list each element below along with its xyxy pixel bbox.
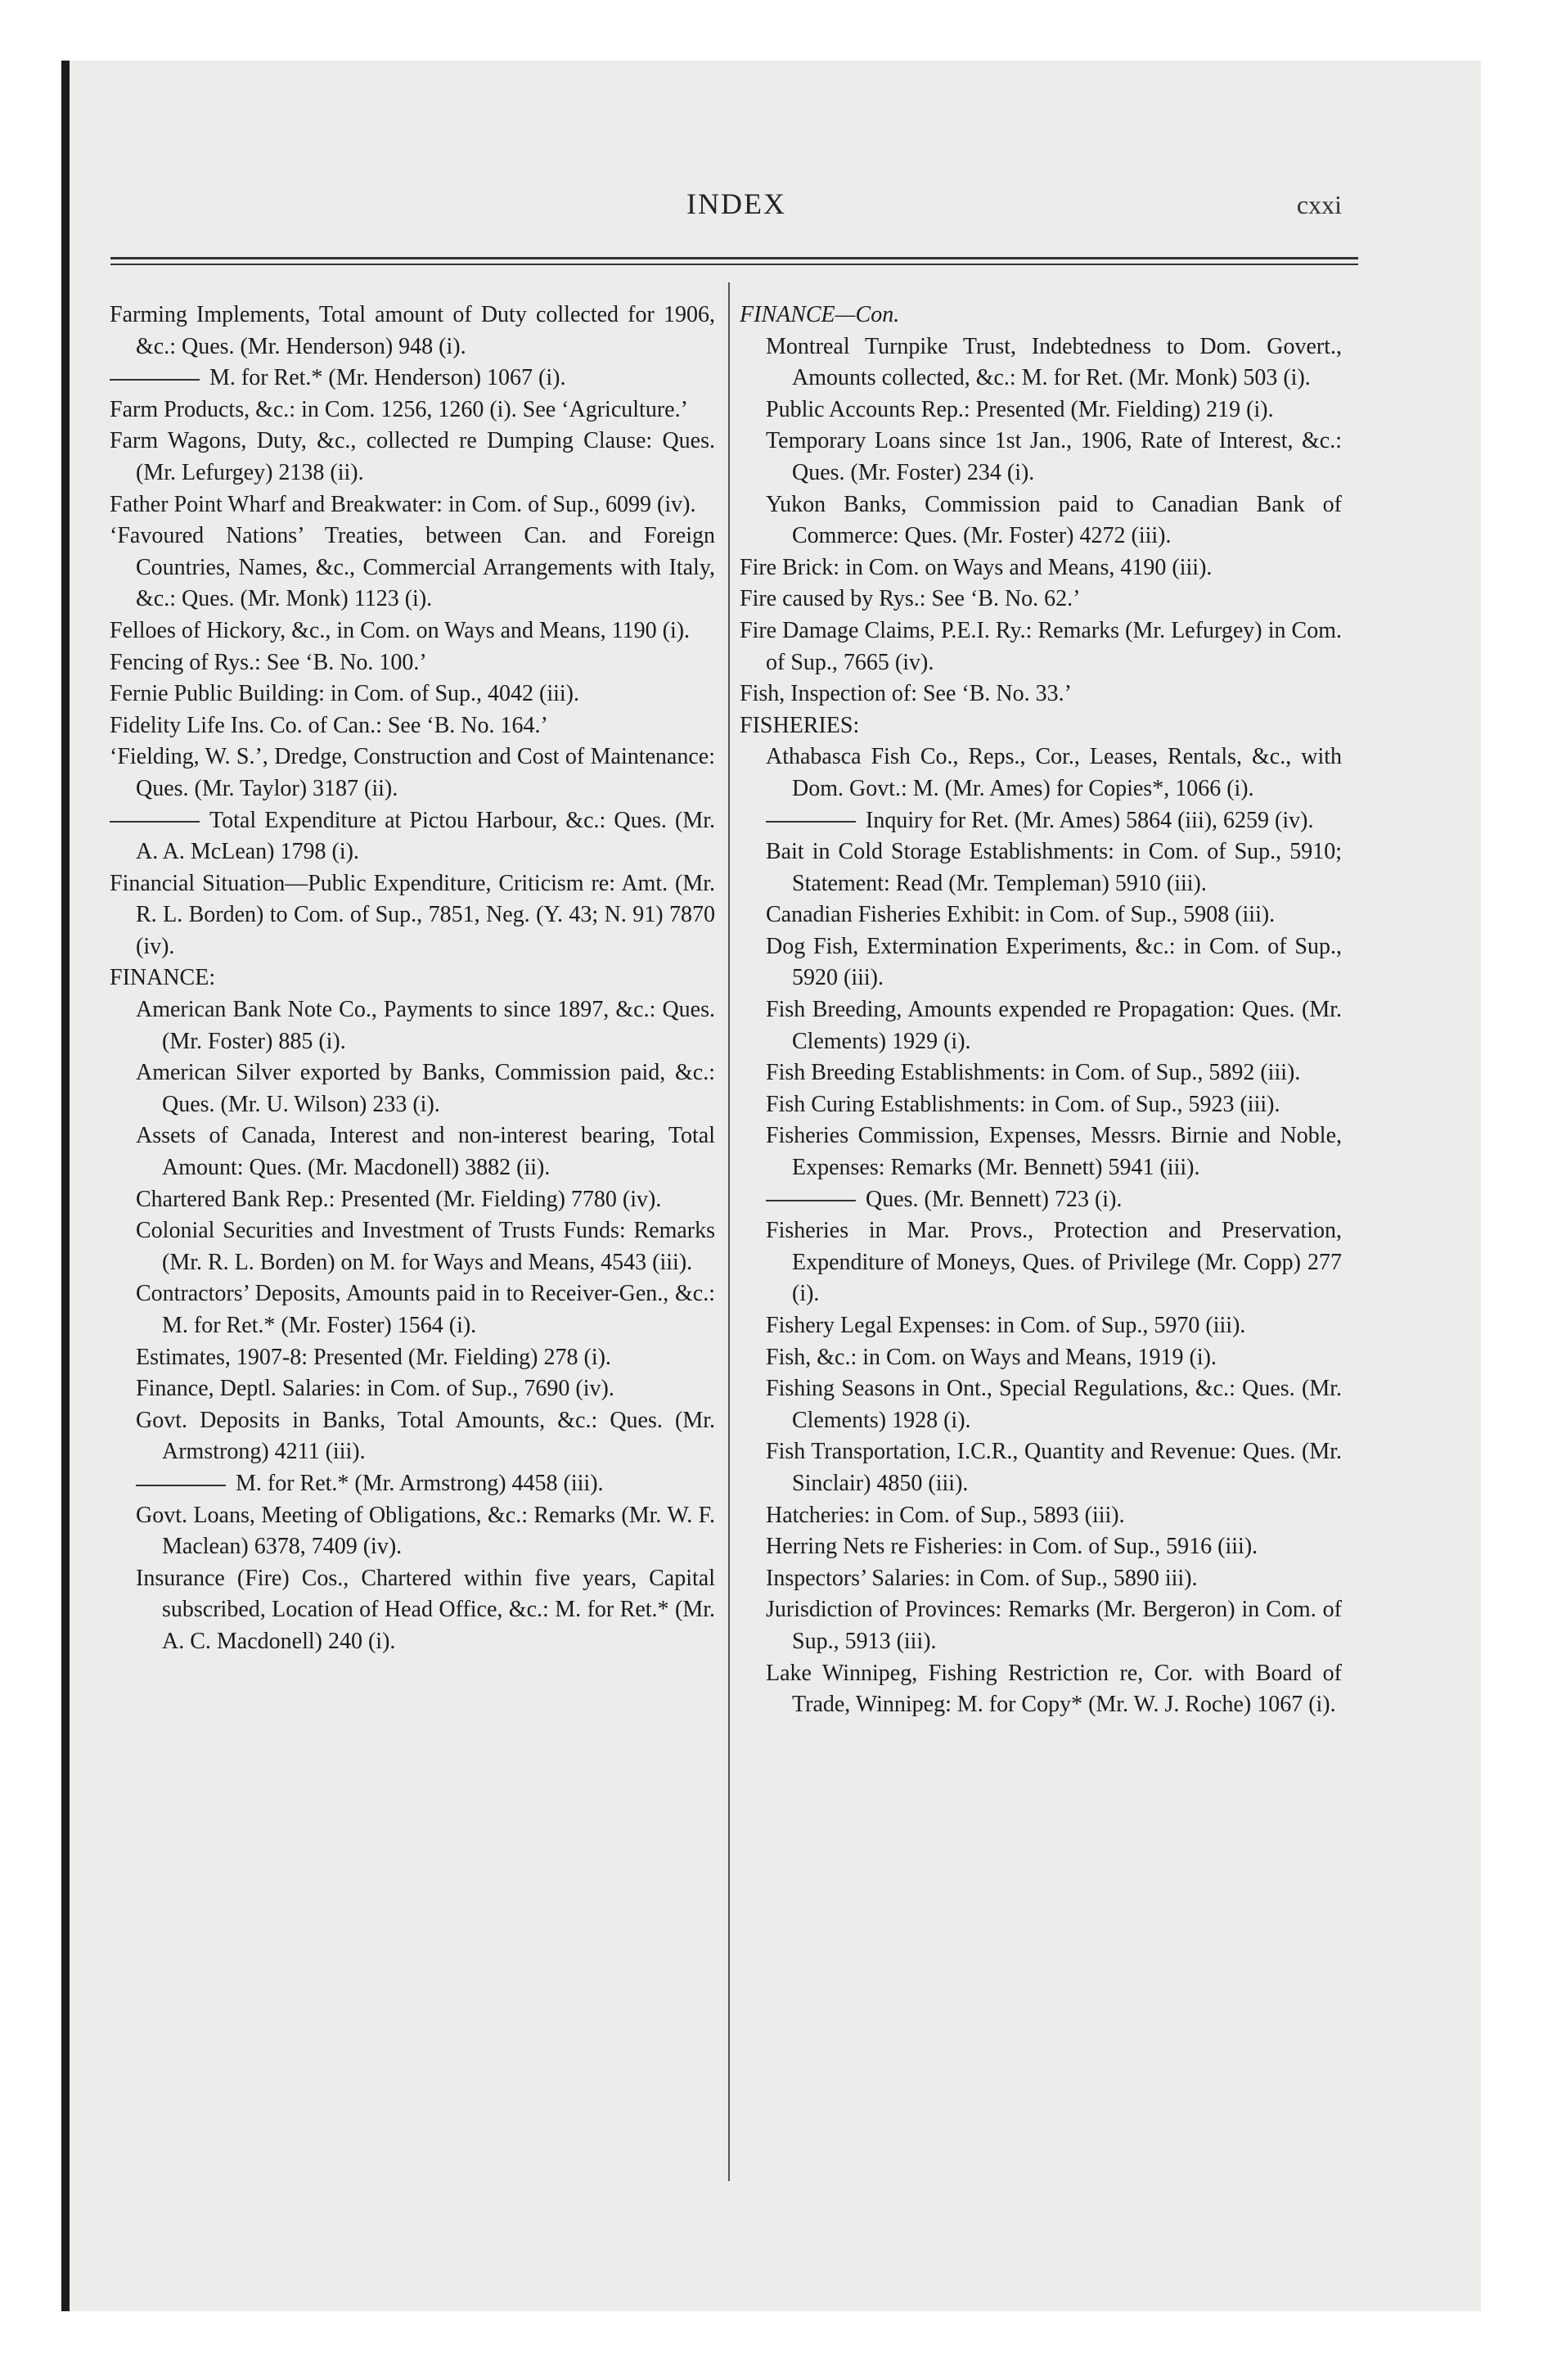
index-entry: Fish, &c.: in Com. on Ways and Means, 1919 (i). <box>766 1344 1217 1370</box>
index-entry: Athabasca Fish Co., Reps., Cor., Leases, Rentals, &c., with Dom. Govt.: M. (Mr. Ames) for Copies*, 1066 (i). <box>766 744 1342 801</box>
index-entry: Fire caused by Rys.: See ‘B. No. 62.’ <box>740 586 1081 612</box>
entry-text: M. for Ret.* (Mr. Henderson) 1067 (i). <box>209 365 566 391</box>
index-entry-continuation <box>740 805 1342 837</box>
index-entry: Farming Implements, Total amount of Duty collected for 1906, &c.: Ques. (Mr. Henderson) 948 (i). <box>110 302 715 359</box>
index-entry: Lake Winnipeg, Fishing Restriction re, Cor. with Board of Trade, Winnipeg: M. for Copy* (Mr. W. J. Roche) 1067 (i). <box>766 1660 1342 1718</box>
index-entry-continuation <box>110 363 715 394</box>
page-number: cxxi <box>1296 190 1342 219</box>
section-heading: FINANCE—Con. <box>740 302 900 327</box>
index-entry: Fencing of Rys.: See ‘B. No. 100.’ <box>110 649 427 675</box>
entry-text: Ques. (Mr. Bennett) 723 (i). <box>866 1186 1123 1212</box>
index-entry: Herring Nets re Fisheries: in Com. of Sup., 5916 (iii). <box>766 1534 1258 1560</box>
entry-text: Total Expenditure at Pictou Harbour, &c.: Ques. (Mr. A. A. McLean) 1798 (i). <box>136 807 715 865</box>
page-header <box>98 187 1375 236</box>
index-entry: Fisheries Commission, Expenses, Messrs. Birnie and Noble, Expenses: Remarks (Mr. Bennett) 5941 (iii). <box>766 1123 1342 1181</box>
index-entry: Temporary Loans since 1st Jan., 1906, Rate of Interest, &c.: Ques. (Mr. Foster) 234 (i). <box>766 428 1342 485</box>
index-entry: ‘Favoured Nations’ Treaties, between Can. and Foreign Countries, Names, &c., Commercial Arrangements with Italy, &c.: Ques. (Mr. Monk) 1123 (i). <box>110 523 715 612</box>
index-entry: Chartered Bank Rep.: Presented (Mr. Fielding) 7780 (iv). <box>136 1186 662 1212</box>
ditto-rule <box>110 379 200 381</box>
index-entry: Insurance (Fire) Cos., Chartered within five years, Capital subscribed, Location of Head Office, &c.: M. for Ret.* (Mr. A. C. Macdonell) 240 (i). <box>136 1565 715 1654</box>
index-entry: Fish Transportation, I.C.R., Quantity and Revenue: Ques. (Mr. Sinclair) 4850 (iii). <box>766 1439 1342 1496</box>
index-entry: Public Accounts Rep.: Presented (Mr. Fielding) 219 (i). <box>766 396 1274 422</box>
index-entry-continuation <box>110 805 715 868</box>
ditto-rule <box>110 821 200 823</box>
ditto-rule <box>766 821 856 823</box>
index-entry: Colonial Securities and Investment of Trusts Funds: Remarks (Mr. R. L. Borden) on M. for Ways and Means, 4543 (iii). <box>136 1218 715 1275</box>
index-entry: Montreal Turnpike Trust, Indebtedness to Dom. Govert., Amounts collected, &c.: M. for Ret. (Mr. Monk) 503 (i). <box>766 333 1342 391</box>
index-entry: Fish, Inspection of: See ‘B. No. 33.’ <box>740 681 1072 707</box>
section-heading: FINANCE: <box>110 965 216 991</box>
index-entry: Canadian Fisheries Exhibit: in Com. of Sup., 5908 (iii). <box>766 902 1276 928</box>
index-entry: ‘Fielding, W. S.’, Dredge, Construction and Cost of Maintenance: Ques. (Mr. Taylor) 3187 (ii). <box>110 744 715 801</box>
index-entry: American Bank Note Co., Payments to since 1897, &c.: Ques. (Mr. Foster) 885 (i). <box>136 997 715 1054</box>
index-entry: Finance, Deptl. Salaries: in Com. of Sup., 7690 (iv). <box>136 1376 614 1402</box>
index-entry: Fish Breeding Establishments: in Com. of Sup., 5892 (iii). <box>766 1060 1301 1086</box>
index-entry: Farm Wagons, Duty, &c., collected re Dumping Clause: Ques. (Mr. Lefurgey) 2138 (ii). <box>110 428 715 485</box>
index-entry: Fishery Legal Expenses: in Com. of Sup., 5970 (iii). <box>766 1313 1246 1338</box>
index-entry: Fernie Public Building: in Com. of Sup., 4042 (iii). <box>110 681 579 707</box>
page-binding-edge <box>61 61 70 2311</box>
header-rule <box>110 257 1358 259</box>
index-entry: Hatcheries: in Com. of Sup., 5893 (iii). <box>766 1502 1125 1528</box>
index-entry: Fisheries in Mar. Provs., Protection and Preservation, Expenditure of Moneys, Ques. of Privilege (Mr. Copp) 277 (i). <box>766 1218 1342 1307</box>
section-heading: FISHERIES: <box>740 712 860 738</box>
ditto-rule <box>766 1200 856 1201</box>
ditto-rule <box>136 1485 226 1486</box>
index-entry: Farm Products, &c.: in Com. 1256, 1260 (i). See ‘Agriculture.’ <box>110 396 688 422</box>
index-entry-continuation <box>110 1468 715 1500</box>
column-divider <box>728 282 730 2181</box>
index-entry: Father Point Wharf and Breakwater: in Com. of Sup., 6099 (iv). <box>110 491 696 517</box>
index-entry: American Silver exported by Banks, Commission paid, &c.: Ques. (Mr. U. Wilson) 233 (i). <box>136 1060 715 1117</box>
index-entry: Bait in Cold Storage Establishments: in Com. of Sup., 5910; Statement: Read (Mr. Templeman) 5910 (iii). <box>766 839 1342 896</box>
index-entry: Yukon Banks, Commission paid to Canadian Bank of Commerce: Ques. (Mr. Foster) 4272 (iii). <box>766 491 1342 549</box>
index-entry: Financial Situation—Public Expenditure, Criticism re: Amt. (Mr. R. L. Borden) to Com. of Sup., 7851, Neg. (Y. 43; N. 91) 7870 (iv). <box>110 870 715 959</box>
header-rule-secondary <box>110 264 1358 265</box>
index-entry: Assets of Canada, Interest and non-interest bearing, Total Amount: Ques. (Mr. Macdonell) 3882 (ii). <box>136 1123 715 1181</box>
index-entry: Dog Fish, Extermination Experiments, &c.: in Com. of Sup., 5920 (iii). <box>766 933 1342 991</box>
index-entry: Jurisdiction of Provinces: Remarks (Mr. Bergeron) in Com. of Sup., 5913 (iii). <box>766 1597 1342 1654</box>
index-entry: Fish Breeding, Amounts expended re Propagation: Ques. (Mr. Clements) 1929 (i). <box>766 997 1342 1054</box>
index-entry: Govt. Deposits in Banks, Total Amounts, &c.: Ques. (Mr. Armstrong) 4211 (iii). <box>136 1407 715 1465</box>
index-column-left <box>110 300 715 1658</box>
index-entry: Fidelity Life Ins. Co. of Can.: See ‘B. No. 164.’ <box>110 712 548 738</box>
index-entry: Fire Damage Claims, P.E.I. Ry.: Remarks (Mr. Lefurgey) in Com. of Sup., 7665 (iv). <box>740 617 1342 675</box>
entry-text: Inquiry for Ret. (Mr. Ames) 5864 (iii), 6259 (iv). <box>866 807 1314 833</box>
index-entry: Fishing Seasons in Ont., Special Regulations, &c.: Ques. (Mr. Clements) 1928 (i). <box>766 1376 1342 1433</box>
index-entry: Contractors’ Deposits, Amounts paid in to Receiver-Gen., &c.: M. for Ret.* (Mr. Foster) 1564 (i). <box>136 1281 715 1338</box>
index-column-right <box>740 300 1342 1721</box>
index-entry: Fish Curing Establishments: in Com. of Sup., 5923 (iii). <box>766 1091 1280 1117</box>
page-title: INDEX <box>686 187 786 220</box>
entry-text: M. for Ret.* (Mr. Armstrong) 4458 (iii). <box>236 1470 604 1496</box>
index-entry: Govt. Loans, Meeting of Obligations, &c.: Remarks (Mr. W. F. Maclean) 6378, 7409 (iv). <box>136 1502 715 1560</box>
index-entry: Estimates, 1907-8: Presented (Mr. Fielding) 278 (i). <box>136 1344 611 1370</box>
index-entry: Inspectors’ Salaries: in Com. of Sup., 5890 iii). <box>766 1565 1198 1591</box>
index-entry-continuation <box>740 1184 1342 1216</box>
index-entry: Felloes of Hickory, &c., in Com. on Ways and Means, 1190 (i). <box>110 617 691 643</box>
index-entry: Fire Brick: in Com. on Ways and Means, 4190 (iii). <box>740 554 1213 580</box>
